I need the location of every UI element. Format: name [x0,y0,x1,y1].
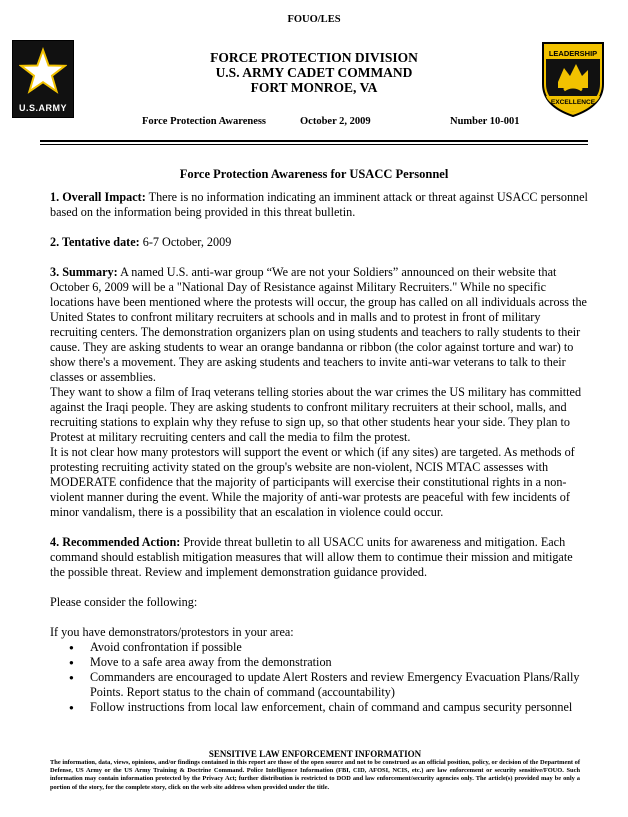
bulletin-date: October 2, 2009 [300,116,371,127]
bulletin-name: Force Protection Awareness [142,116,267,127]
section-text: 6-7 October, 2009 [139,235,232,249]
summary-paragraph-1 [50,265,588,385]
header-rule-thick [40,140,588,142]
summary-paragraph-2: They want to show a film of Iraq veterans telling stories about the war crimes the US military has committed against the Iraqi people. They are asking students to confront military recruiters at their school, malls, and recruiting stations to explain why they refuse to sign up, so that other students hear your side. They plan to Protest at military recruiting centers and call the media to film the protest. [50,385,582,444]
footer-disclaimer [50,749,580,792]
overall-impact-section [50,190,588,220]
tentative-date-section [50,235,588,250]
army-star-icon [19,47,67,95]
section-text: A named U.S. anti-war group “We are not your Soldiers” announced on their website that October 6, 2009 will be a "National Day of Resistance against Military Recruiters." While no specific locations have been mentioned where the protests will occur, the group has called on all individuals across the United States to confront military recruiters at schools and in malls and to protest in front of military recruiting centers. The demonstration organizers plan on using students and teachers to rally students to their cause. They are asking students to wear an orange bandanna or ribbon (the color against torture and war) to show there's a movement. They are asking students and teachers to invite anti-war veterans to talk to their classes or assemblies. [50,265,587,384]
section-heading: 3. Summary: [50,265,118,279]
document-body [50,190,588,715]
section-heading: 2. Tentative date: [50,235,140,249]
section-heading: 4. Recommended Action: [50,535,181,549]
list-item: ● Follow instructions from local law enforcement, chain of command and campus security personnel [90,700,588,715]
guidance-list [50,640,588,715]
list-item: ● Move to a safe area away from the demonstration [90,655,588,670]
header-rule-thin [40,144,588,145]
demonstrators-intro: If you have demonstrators/protestors in your area: [50,625,294,639]
bulletin-number: Number 10-001 [450,116,520,127]
rotc-bottom-text: EXCELLENCE [550,99,596,106]
summary-paragraph-3: It is not clear how many protestors will support the event or which (if any sites) are targeted. As methods of protesting recruiting activity stated on the group's website are non-violent, NCIS MTAC assesses with MODERATE confidence that the majority of participants will exercise their constitutional rights in a non-violent manner during the event. While the majority of anti-war protests are peaceful with few incidents of minor vandalism, there is a possibility that an escalation in violence could occur. [50,445,575,519]
organization-header [140,50,488,95]
footer-title: SENSITIVE LAW ENFORCEMENT INFORMATION [208,749,422,759]
section-heading: 1. Overall Impact: [50,190,146,204]
list-item: ● Avoid confrontation if possible [90,640,588,655]
recommended-action-section [50,535,588,580]
section-text: Provide threat bulletin to all USACC units for awareness and mitigation. Each command should establish mitigation measures that will allow them to contimue their mission and mitigate the possible threat. Review and implement demonstration guidance provided. [50,535,573,579]
org-location: FORT MONROE, VA [250,80,378,95]
org-division: FORCE PROTECTION DIVISION [210,50,418,65]
rotc-shield-icon [540,40,606,118]
list-item: ● Commanders are encouraged to update Alert Rosters and review Emergency Evacuation Plans/Rally Points. Report status to the chain of command (accountability) [90,670,588,700]
section-text: There is no information indicating an imminent attack or threat against USACC personnel based on the information being provided in this threat bulletin. [50,190,588,219]
rotc-top-text: LEADERSHIP [548,49,598,58]
consider-line: Please consider the following: [50,595,198,609]
org-command: U.S. ARMY CADET COMMAND [215,65,413,80]
footer-text: The information, data, views, opinions, and/or findings contained in this report are those of the open source and not to be construed as an official position, policy, or decision of the Department of Defense, US Army or the US Army Training & Doctrine Command. Police Intelligence Information (FBI, CID, AFOSI, NCIS, etc.) are law enforcement or security sensitive/FOUO. Such information may contain information protected by the Privacy Act; further distribution is restricted to DOD and law enforcement/security agencies only. The article(s) provided may be only a portion of the story, for the complete story, click on the web site address when provided under the title. [50,759,580,791]
us-army-logo [12,40,74,118]
document-title: Force Protection Awareness for USACC Personnel [179,167,449,181]
army-logo-text: U.S.ARMY [18,103,67,113]
classification-marking: FOUO/LES [287,14,341,25]
